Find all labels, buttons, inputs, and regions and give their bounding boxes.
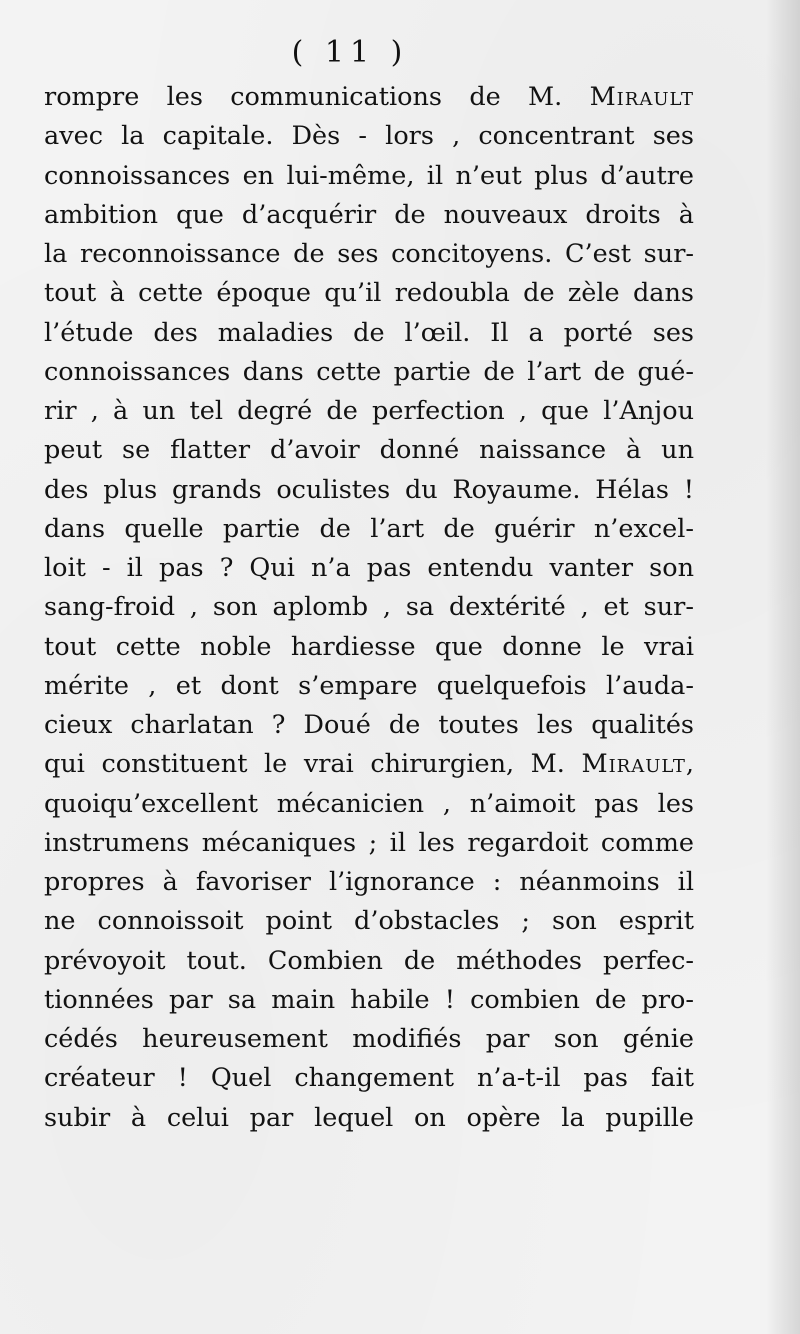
text-line [44, 981, 694, 1020]
text-segment: sang-froid , son aplomb , sa dextérité , et sur- [44, 592, 694, 623]
text-line [44, 314, 694, 353]
text-segment: connoissances dans cette partie de l’art de gué- [44, 356, 694, 387]
text-line [44, 628, 694, 667]
text-segment: rompre les communications de M. [44, 82, 590, 112]
text-segment: ne connoissoit point d’obstacles ; son esprit [44, 906, 694, 937]
text-segment: dans quelle partie de l’art de guérir n’excel- [44, 513, 694, 544]
text-segment: mérite , et dont s’empare quelquefois l’auda- [44, 670, 694, 701]
text-line [44, 157, 694, 196]
text-segment: ambition que d’acquérir de nouveaux droits à [44, 199, 694, 230]
text-segment: cieux charlatan ? Doué de toutes les qualités [44, 710, 694, 740]
text-line [44, 942, 694, 981]
text-segment: des plus grands oculistes du Royaume. Hélas ! [44, 474, 694, 505]
text-segment: la reconnoissance de ses concitoyens. C’est sur- [44, 239, 694, 269]
text-segment: prévoyoit tout. Combien de méthodes perfec- [44, 945, 694, 976]
text-segment: qui constituent le vrai chirurgien, M. [44, 749, 582, 780]
page-number: ( 11 ) [291, 35, 409, 70]
text-segment: , [685, 749, 694, 780]
text-segment: tout cette noble hardiesse que donne le vrai [44, 631, 694, 662]
text-line [44, 471, 694, 510]
text-segment: instrumens mécaniques ; il les regardoit comme [44, 827, 694, 858]
page-edge-shadow [766, 0, 800, 1334]
text-segment: loit - il pas ? Qui n’a pas entendu vanter son [44, 553, 694, 583]
text-line [44, 549, 694, 588]
text-line [44, 785, 694, 824]
text-line [44, 235, 694, 274]
text-line [44, 196, 694, 235]
text-line [44, 863, 694, 902]
text-segment: tout à cette époque qu’il redoubla de zèle dans [44, 278, 694, 309]
text-line [44, 667, 694, 706]
text-line [44, 706, 694, 745]
name-small-caps: Mirault [589, 82, 694, 112]
text-line [44, 588, 694, 627]
text-segment: peut se flatter d’avoir donné naissance à un [44, 435, 694, 466]
text-line [44, 1059, 694, 1098]
text-line [44, 353, 694, 392]
text-segment: tionnées par sa main habile ! combien de pro- [44, 984, 694, 1015]
text-line [44, 274, 694, 313]
text-segment: propres à favoriser l’ignorance : néanmoins il [44, 867, 694, 897]
text-line [44, 392, 694, 431]
body-text [44, 78, 694, 1138]
text-line [44, 78, 694, 117]
text-line [44, 824, 694, 863]
text-segment: rir , à un tel degré de perfection , que l’Anjou [44, 396, 694, 426]
text-line [44, 431, 694, 470]
text-segment: avec la capitale. Dès - lors , concentrant ses [44, 121, 694, 152]
text-line [44, 117, 694, 156]
text-segment: l’étude des maladies de l’œil. Il a porté ses [44, 317, 694, 348]
text-line [44, 902, 694, 941]
text-segment: quoiqu’excellent mécanicien , n’aimoit pas les [44, 788, 694, 819]
text-segment: créateur ! Quel changement n’a-t-il pas fait [44, 1063, 694, 1094]
text-segment: cédés heureusement modifiés par son génie [44, 1024, 694, 1054]
text-line [44, 1099, 694, 1138]
text-line [44, 510, 694, 549]
text-segment: subir à celui par lequel on opère la pupille [44, 1102, 694, 1133]
name-small-caps: Mirault [581, 749, 686, 780]
text-line [44, 745, 694, 784]
text-line [44, 1020, 694, 1059]
text-segment: connoissances en lui-même, il n’eut plus d’autre [44, 160, 694, 191]
